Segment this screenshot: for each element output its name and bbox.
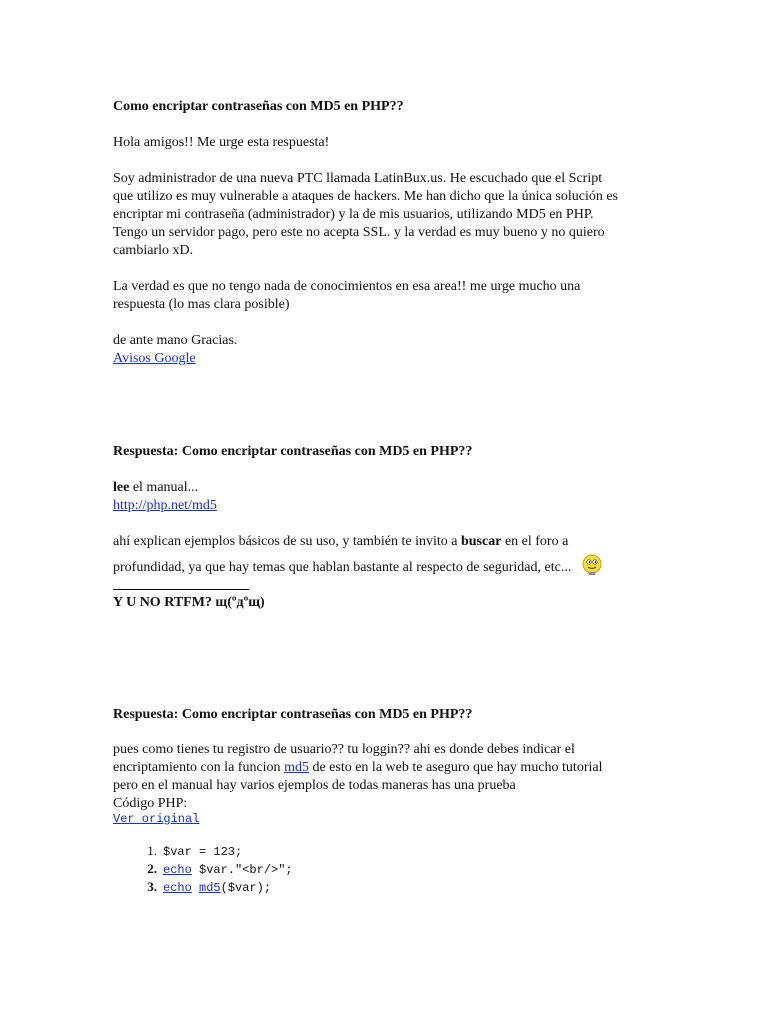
- post-body-line: respuesta (lo mas clara posible): [113, 297, 290, 312]
- code-label: Código PHP:: [113, 796, 188, 811]
- reply-text: en el foro a: [501, 534, 569, 549]
- signature-text: Y U NO RTFM? щ(ºдºщ): [113, 595, 265, 610]
- post-body-line: Tengo un servidor pago, pero este no acepta SSL. y la verdad es muy bueno y no quiero: [113, 225, 605, 240]
- idea-smiley-icon: [581, 553, 603, 583]
- reply-text: de esto en la web te aseguro que hay mucho tutorial: [308, 760, 603, 775]
- echo-link[interactable]: echo: [163, 881, 192, 895]
- post-body-line: cambiarlo xD.: [113, 243, 194, 258]
- post-body-line: Soy administrador de una nueva PTC llamada LatinBux.us. He escuchado que el Script: [113, 171, 603, 186]
- manual-text: el manual...: [129, 480, 199, 495]
- md5-code-link[interactable]: md5: [199, 881, 221, 895]
- lee-bold-text: lee: [113, 480, 130, 495]
- post-body-line: que utilizo es muy vulnerable a ataques de hackers. Me han dicho que la única solución es: [113, 189, 618, 204]
- google-ads-link[interactable]: Avisos Google: [113, 351, 196, 366]
- echo-link[interactable]: echo: [163, 863, 192, 877]
- line-number: 3.: [147, 879, 157, 894]
- code-block: [133, 842, 293, 896]
- reply-body-line: pero en el manual hay varios ejemplos de todas maneras has una prueba: [113, 778, 516, 793]
- post-body-line: La verdad es que no tengo nada de conocimientos en esa area!! me urge mucho una: [113, 279, 581, 294]
- line-number: 1.: [147, 843, 157, 858]
- reply-manual-line: [113, 479, 198, 497]
- code-text: $var."<br/>";: [191, 863, 293, 877]
- view-original-link[interactable]: Ver original: [113, 812, 200, 826]
- reply-text: profundidad, ya que hay temas que hablan bastante al respecto de seguridad, etc...: [113, 560, 572, 576]
- post-title: Como encriptar contraseñas con MD5 en PHP??: [113, 99, 404, 114]
- post-greeting: Hola amigos!! Me urge esta respuesta!: [113, 135, 330, 150]
- reply-body-line: pues como tienes tu registro de usuario?? tu loggin?? ahi es donde debes indicar el: [113, 742, 575, 757]
- post-body-line: encriptar mi contraseña (administrador) y la de mis usuarios, utilizando MD5 en PHP.: [113, 207, 594, 222]
- buscar-bold-text: buscar: [460, 534, 502, 549]
- reply-body-line: [113, 553, 603, 583]
- code-line: [133, 878, 293, 896]
- code-line: [133, 842, 293, 860]
- code-text: $var = 123;: [163, 845, 243, 859]
- line-number: 2.: [147, 861, 157, 876]
- reply-text: encriptamiento con la funcion: [113, 760, 285, 775]
- reply-title: Respuesta: Como encriptar contraseñas con MD5 en PHP??: [113, 707, 473, 722]
- post-thanks: de ante mano Gracias.: [113, 333, 238, 348]
- reply-text: ahí explican ejemplos básicos de su uso, y también te invito a: [113, 534, 461, 549]
- code-text: ($var);: [220, 881, 272, 895]
- reply-title: Respuesta: Como encriptar contraseñas con MD5 en PHP??: [113, 444, 473, 459]
- reply-body-line: [113, 759, 602, 777]
- code-line: [133, 860, 293, 878]
- signature-divider: [113, 589, 249, 590]
- php-md5-link[interactable]: http://php.net/md5: [113, 498, 217, 513]
- reply-body-line: [113, 533, 568, 551]
- md5-function-link[interactable]: md5: [284, 760, 309, 775]
